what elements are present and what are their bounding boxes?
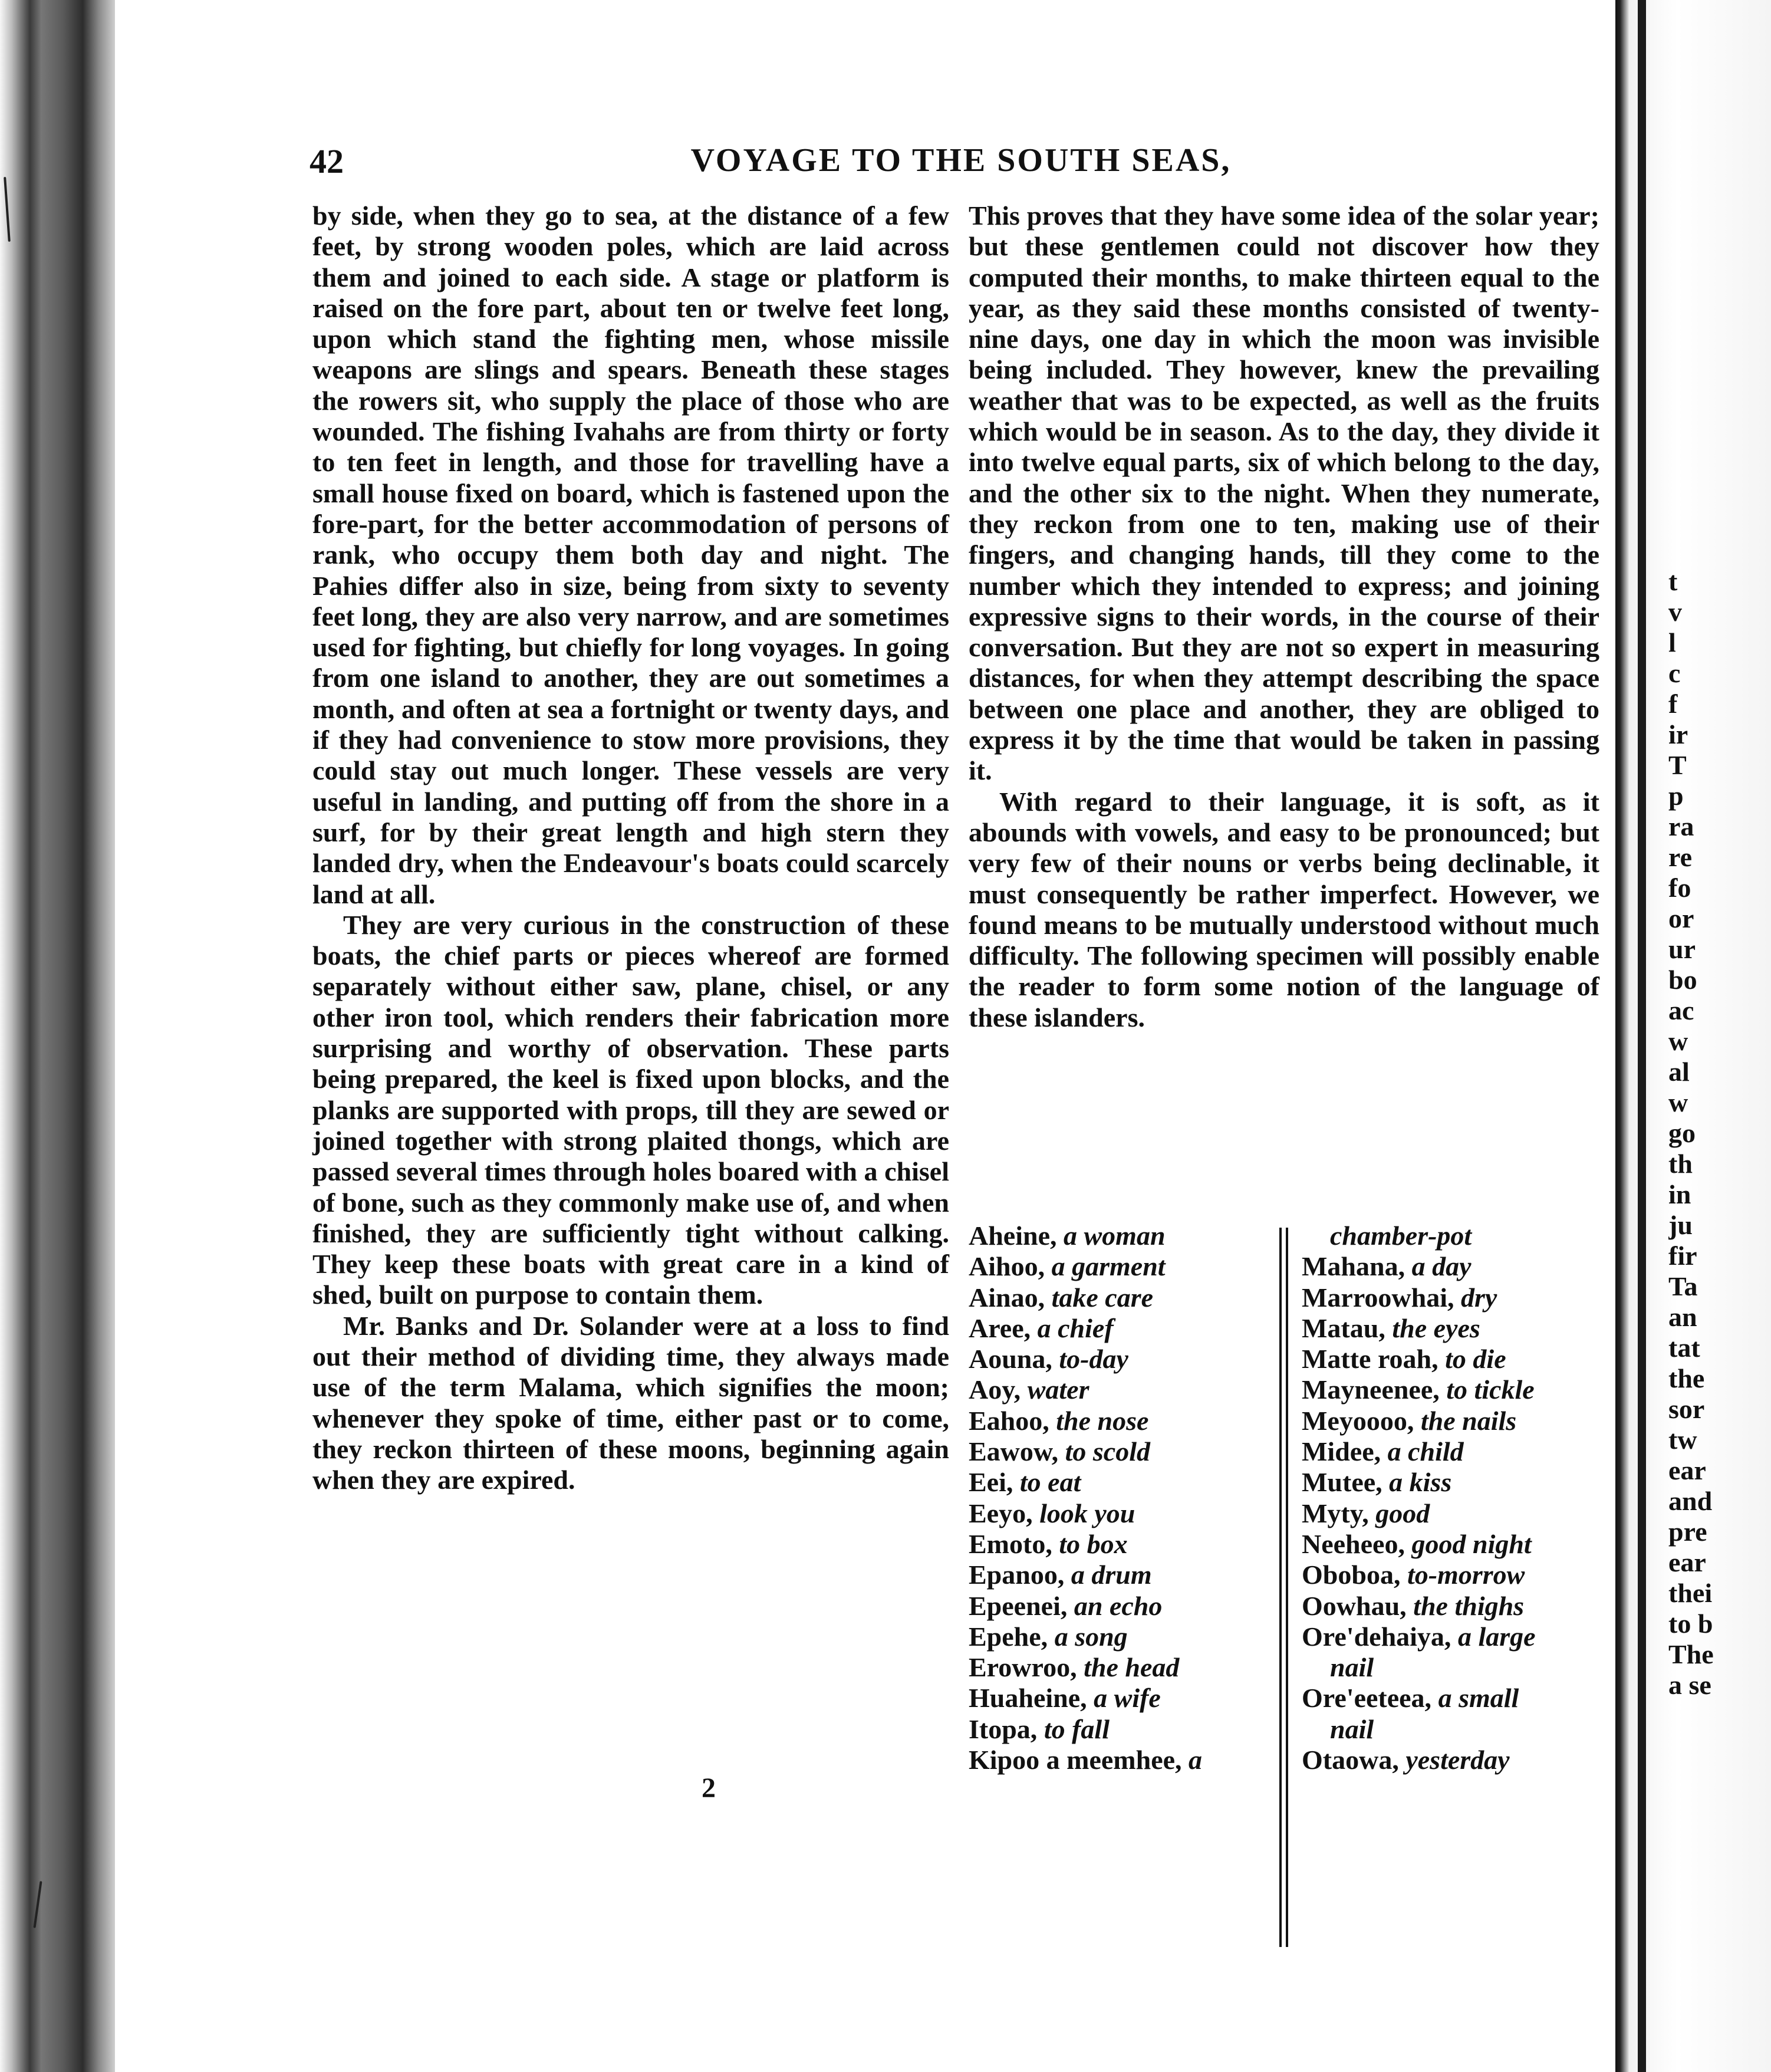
adjacent-page-fragment: tw [1668,1425,1697,1455]
english-gloss: a day [1411,1251,1472,1282]
adjacent-page-text [1668,566,1771,1863]
english-gloss: to box [1059,1528,1128,1559]
native-word: Ore'eeteea, [1302,1683,1432,1713]
english-gloss: to fall [1043,1713,1110,1744]
native-word: Aihoo, [969,1251,1045,1282]
adjacent-page-fragment: thei [1668,1578,1713,1608]
english-gloss: the nose [1056,1405,1149,1436]
native-word: Ainao, [969,1282,1045,1313]
native-word: Matte roah, [1302,1344,1438,1374]
vocabulary-list [969,1221,1605,1958]
vocabulary-entry [969,1344,1266,1374]
adjacent-page-fragment: ju [1668,1210,1693,1240]
vocabulary-entry [1302,1560,1605,1590]
english-gloss: water [1027,1374,1089,1405]
english-gloss: a woman [1064,1221,1166,1251]
vocabulary-entry [969,1406,1266,1436]
english-gloss: the nails [1420,1405,1517,1436]
book-binding-shadow [0,0,115,2072]
english-gloss: take care [1051,1282,1154,1313]
english-gloss: a song [1054,1621,1128,1652]
native-word: Mutee, [1302,1467,1382,1498]
vocabulary-entry [969,1251,1266,1282]
native-word: Myty, [1302,1498,1369,1528]
native-word: Aree, [969,1313,1031,1343]
adjacent-page-fragment: go [1668,1118,1696,1148]
adjacent-page-fragment: The [1668,1639,1714,1669]
native-word: Epehe, [969,1621,1048,1652]
english-gloss: good night [1411,1528,1532,1559]
adjacent-page-fragment: ear [1668,1455,1706,1485]
vocabulary-entry [969,1436,1266,1467]
adjacent-page-fragment: al [1668,1057,1690,1087]
native-word: Aoy, [969,1374,1021,1405]
adjacent-page-fragment: ac [1668,995,1694,1025]
english-gloss: a small [1438,1683,1519,1713]
native-word: Mahana, [1302,1251,1405,1282]
english-gloss: a child [1387,1436,1464,1467]
native-word: Eeyo, [969,1498,1033,1528]
english-gloss: nail [1330,1713,1374,1744]
native-word: Epeenei, [969,1590,1068,1621]
adjacent-page-fragment: p [1668,781,1684,811]
native-word: Eawow, [969,1436,1059,1467]
native-word: Ore'dehaiya, [1302,1621,1451,1652]
vocabulary-entry [1302,1591,1605,1622]
english-gloss: the thighs [1413,1590,1525,1621]
adjacent-page-fragment: Ta [1668,1271,1698,1301]
vocabulary-entry [969,1221,1266,1251]
paragraph: With regard to their language, it is soft, as it abounds with vowels, and easy to be pronounced; but very few of their nouns or verbs being declinable, it must consequently be rather imperfect. However, we found means to be mutually understood without much difficulty. The following specimen will possibly enable the reader to form some notion of the language of these islanders. [969,786,1599,1032]
left-text-column [312,200,949,1495]
english-gloss: the eyes [1392,1313,1480,1343]
vocabulary-entry [1302,1374,1605,1405]
english-gloss: a drum [1071,1560,1152,1590]
english-gloss: a wife [1094,1683,1161,1713]
native-word: Midee, [1302,1436,1381,1467]
paragraph: They are very curious in the construction of these boats, the chief parts or pieces whereof are formed separately without either saw, plane, chisel, or any other iron tool, which renders their fabrication more surprising and worthy of observation. These parts being prepared, the keel is fixed upon blocks, and the planks are supported with props, till they are sewed or joined together with strong plaited thongs, which are passed several times through holes boared with a chisel of bone, such as they commonly make use of, and when finished, they are sufficiently tight without calking. They keep these boats with great care in a kind of shed, built on purpose to contain them. [312,909,949,1310]
vocabulary-entry [1302,1406,1605,1436]
adjacent-page-fragment: fo [1668,873,1691,903]
vocabulary-column-right [1302,1221,1605,1775]
vocabulary-entry [1302,1622,1605,1652]
vocabulary-entry [969,1313,1266,1344]
adjacent-page-fragment: a se [1668,1670,1711,1700]
vocabulary-entry [1302,1714,1605,1745]
vocabulary-entry [969,1374,1266,1405]
english-gloss: to tickle [1446,1374,1535,1405]
adjacent-page-fragment: c [1668,658,1681,688]
native-word: Otaowa, [1302,1745,1399,1775]
native-word: Erowroo, [969,1652,1077,1683]
adjacent-page-fragment: v [1668,597,1682,627]
vocabulary-entry [1302,1467,1605,1498]
adjacent-page-fragment: the [1668,1363,1705,1393]
vocabulary-entry [1302,1745,1605,1775]
column-rule [1279,1228,1282,1947]
vocabulary-entry [969,1745,1266,1775]
adjacent-page-fragment: and [1668,1486,1713,1516]
vocabulary-entry [1302,1652,1605,1683]
english-gloss: to-morrow [1407,1560,1525,1590]
native-word: Eei, [969,1467,1013,1498]
english-gloss: dry [1461,1282,1497,1313]
adjacent-page-fragment: th [1668,1149,1693,1179]
english-gloss: an echo [1074,1590,1163,1621]
adjacent-page-fragment: f [1668,689,1678,719]
native-word: Itopa, [969,1713,1038,1744]
vocabulary-entry [1302,1313,1605,1344]
adjacent-page-fragment: ir [1668,719,1688,749]
english-gloss: a chief [1037,1313,1114,1343]
vocabulary-entry [969,1529,1266,1560]
native-word: Meyoooo, [1302,1405,1414,1436]
page-header [310,142,1612,189]
english-gloss: a kiss [1389,1467,1452,1498]
vocabulary-entry [1302,1282,1605,1313]
vocabulary-entry [969,1560,1266,1590]
native-word: Aouna, [969,1344,1052,1374]
adjacent-page-fragment: in [1668,1179,1691,1209]
native-word: Aheine, [969,1221,1057,1251]
running-title: VOYAGE TO THE SOUTH SEAS, [690,142,1232,179]
english-gloss: to die [1445,1344,1506,1374]
native-word: Kipoo a meemhee, [969,1745,1182,1775]
english-gloss: chamber-pot [1330,1221,1472,1251]
paragraph: Mr. Banks and Dr. Solander were at a loss to find out their method of dividing time, they always made use of the term Malama, which signifies the moon; whenever they spoke of time, either past or to come, they reckon thirteen of these moons, beginning again when they are expired. [312,1310,949,1495]
adjacent-page-fragment: to b [1668,1609,1713,1639]
right-text-column [969,200,1599,1033]
vocabulary-entry [1302,1529,1605,1560]
english-gloss: a garment [1051,1251,1166,1282]
adjacent-page-fragment: tat [1668,1333,1700,1363]
english-gloss: yesterday [1405,1745,1510,1775]
adjacent-page-fragment: ear [1668,1547,1706,1577]
page-fold-shadow [1638,0,1646,2072]
adjacent-page-fragment: pre [1668,1517,1707,1547]
vocabulary-entry [969,1282,1266,1313]
native-word: Epanoo, [969,1560,1065,1590]
vocabulary-column-left [969,1221,1266,1775]
vocabulary-entry [969,1714,1266,1745]
adjacent-page-fragment: w [1668,1026,1688,1056]
native-word: Eahoo, [969,1405,1049,1436]
vocabulary-entry [969,1498,1266,1529]
english-gloss: nail [1330,1652,1374,1683]
vocabulary-entry [1302,1251,1605,1282]
adjacent-page-fragment: sor [1668,1394,1705,1424]
native-word: Matau, [1302,1313,1385,1343]
adjacent-page-fragment: re [1668,842,1693,872]
english-gloss: look you [1039,1498,1135,1528]
adjacent-page-fragment: l [1668,627,1676,657]
adjacent-page-fragment: t [1668,566,1678,596]
column-rule [1286,1228,1288,1947]
adjacent-page-fragment: ur [1668,934,1696,964]
vocabulary-entry [969,1467,1266,1498]
adjacent-page-fragment: w [1668,1087,1688,1117]
signature-mark: 2 [702,1772,716,1804]
native-word: Marroowhai, [1302,1282,1454,1313]
english-gloss: to scold [1065,1436,1150,1467]
page-number: 42 [310,142,344,180]
native-word: Oowhau, [1302,1590,1407,1621]
native-word: Oboboa, [1302,1560,1401,1590]
english-gloss: a [1189,1745,1203,1775]
adjacent-page-fragment: or [1668,903,1694,933]
vocabulary-entry [1302,1344,1605,1374]
vocabulary-entry [969,1591,1266,1622]
english-gloss: a large [1457,1621,1536,1652]
english-gloss: to-day [1059,1344,1128,1374]
vocabulary-entry [969,1652,1266,1683]
paragraph: This proves that they have some idea of the solar year; but these gentlemen could not discover how they computed their months, to make thirteen equal to the year, as they said these months consisted of twenty-nine days, one day in which the moon was invisible being included. They however, knew the prevailing weather that was to be expected, as well as the fruits which would be in season. As to the day, they divide it into twelve equal parts, six of which belong to the day, and the other six to the night. When they numerate, they reckon from one to ten, making use of their fingers, and changing hands, till they come to the number which they intended to express; and joining expressive signs to their words, in the course of their conversation. But they are not so expert in measuring distances, for when they attempt describing the space between one place and another, they are obliged to express it by the time that would be taken in passing it. [969,200,1599,786]
english-gloss: good [1375,1498,1430,1528]
vocabulary-entry [1302,1221,1605,1251]
english-gloss: to eat [1019,1467,1081,1498]
vocabulary-entry [1302,1683,1605,1713]
adjacent-page-fragment: an [1668,1302,1697,1332]
adjacent-page-fragment: fir [1668,1241,1697,1271]
adjacent-page-fragment: bo [1668,965,1697,995]
adjacent-page-fragment: ra [1668,811,1694,841]
paragraph: by side, when they go to sea, at the distance of a few feet, by strong wooden poles, which are laid across them and joined to each side. A stage or platform is raised on the fore part, about ten or twelve feet long, upon which stand the fighting men, whose missile weapons are slings and spears. Beneath these stages the rowers sit, who supply the place of those who are wounded. The fishing Ivahahs are from thirty or forty to ten feet in length, and those for travelling have a small house fixed on board, which is fastened upon the fore-part, for the better accommodation of persons of rank, who occupy them both day and night. The Pahies differ also in size, being from sixty to seventy feet long, they are also very narrow, and are sometimes used for fighting, but chiefly for long voyages. In going from one island to another, they are out sometimes a month, and often at sea a fortnight or twenty days, and if they had convenience to stow more provisions, they could stay out much longer. These vessels are very useful in landing, and putting off from the shore in a surf, for by their great length and high stern they landed dry, when the Endeavour's boats could scarcely land at all. [312,200,949,909]
vocabulary-entry [1302,1498,1605,1529]
native-word: Huaheine, [969,1683,1087,1713]
native-word: Neeheeo, [1302,1528,1405,1559]
english-gloss: the head [1084,1652,1180,1683]
native-word: Mayneenee, [1302,1374,1440,1405]
adjacent-page-fragment: T [1668,750,1687,780]
vocabulary-entry [1302,1436,1605,1467]
vocabulary-entry [969,1622,1266,1652]
native-word: Emoto, [969,1528,1052,1559]
vocabulary-entry [969,1683,1266,1713]
